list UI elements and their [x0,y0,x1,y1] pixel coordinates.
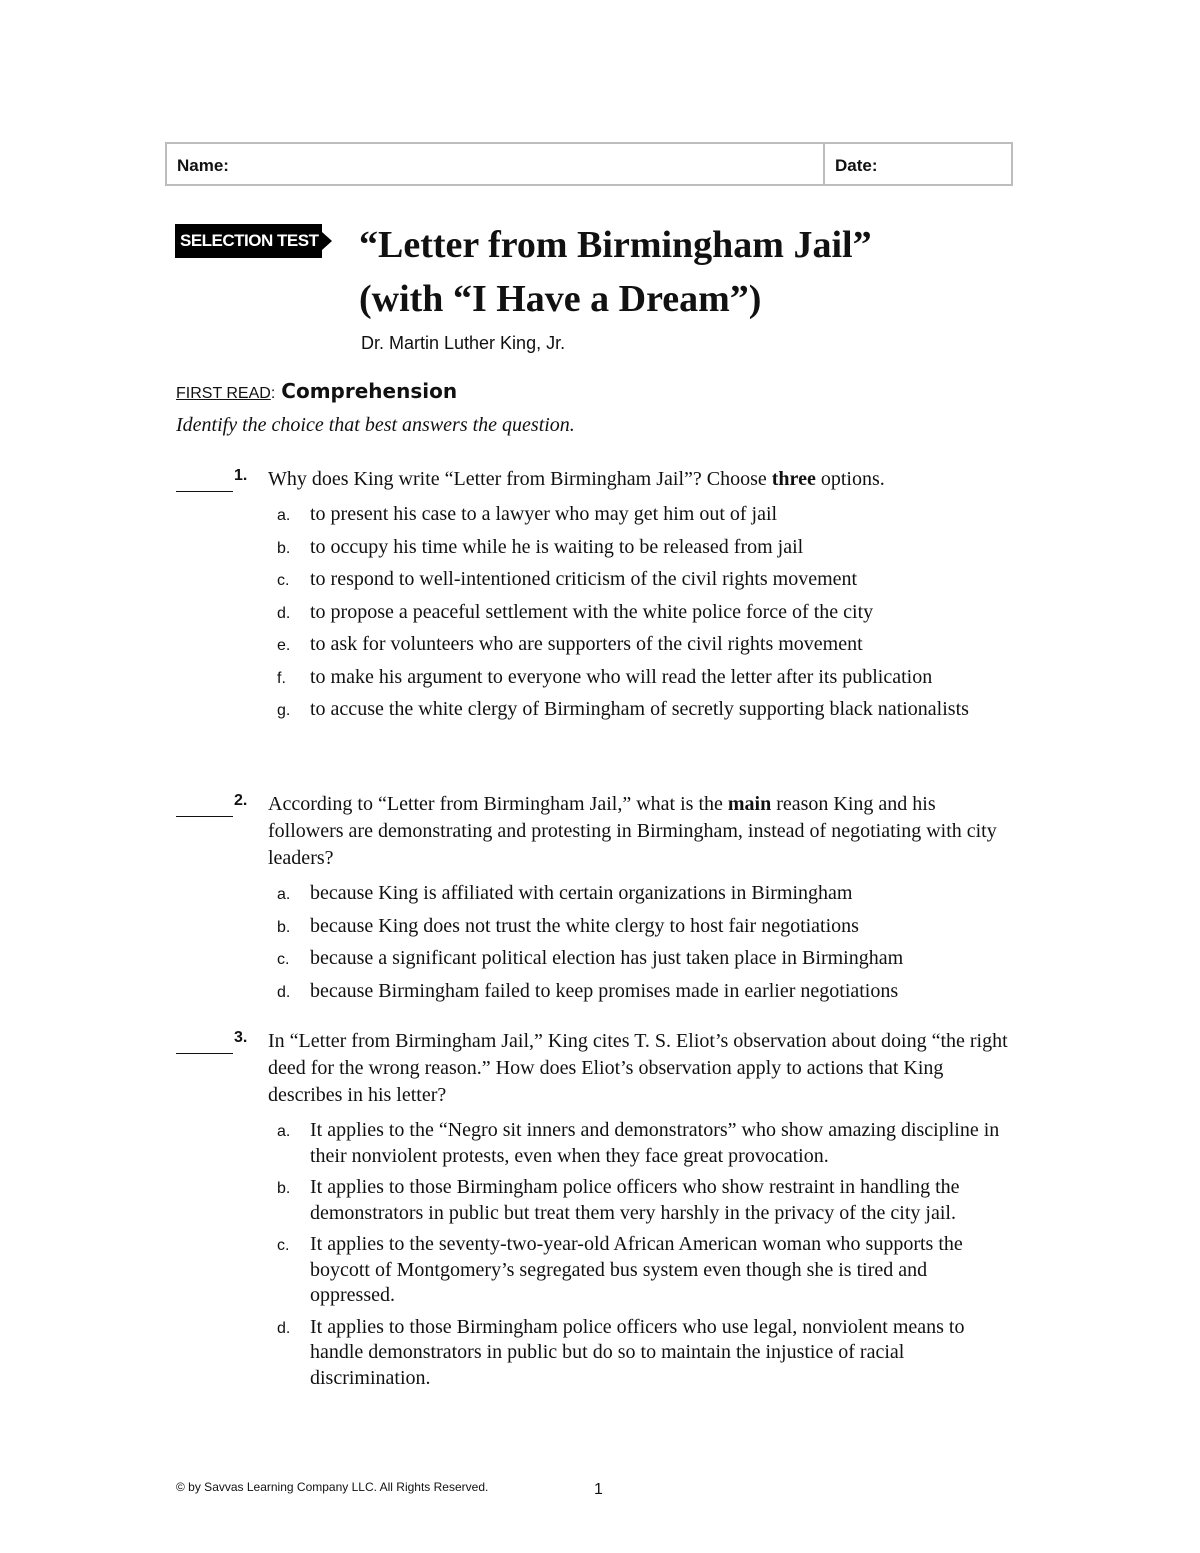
arrow-right-icon [322,232,332,250]
name-field[interactable] [167,144,825,184]
section-label: FIRST READ [176,385,271,402]
question-1 [176,466,1016,730]
date-field[interactable] [825,144,1011,184]
option-list [272,1118,1016,1391]
badge-label: SELECTION TEST [175,224,322,258]
option-text: It applies to those Birmingham police officers who show restraint in handling the demonstrators in public but treat them very harshly in the privacy of the city jail. [310,1176,960,1224]
option-letter: a. [277,886,291,903]
answer-blank[interactable] [176,798,233,817]
option-text: because King is affiliated with certain organizations in Birmingham [310,882,853,904]
question-text: Why does King write “Letter from Birmingham Jail”? Choose three options. [268,468,885,490]
option-text: because King does not trust the white clergy to host fair negotiations [310,914,859,937]
option-item[interactable] [272,697,1016,724]
title-line-1: “Letter from Birmingham Jail” [359,224,872,266]
option-list [272,881,1016,1005]
option-letter: b. [277,918,291,936]
option-letter: c. [277,1237,290,1254]
option-letter: c. [277,572,290,589]
option-text: It applies to those Birmingham police officers who use legal, nonviolent means to handle demonstrators in public but do so to maintain the injustice of racial discrimination. [310,1315,965,1389]
option-letter: d. [277,604,291,622]
option-letter: d. [277,983,291,1001]
answer-blank[interactable] [176,1035,233,1054]
option-item[interactable] [272,665,1016,692]
section-colon: : [270,385,276,402]
option-letter: b. [277,1180,291,1197]
section-heading [176,379,457,403]
option-text: to propose a peaceful settlement with the white police force of the city [310,600,874,623]
question-number: 3. [234,1029,248,1046]
option-letter: f. [277,669,286,687]
option-item[interactable] [272,567,1016,594]
section-title: Comprehension [281,379,458,403]
selection-test-badge [175,224,332,258]
option-item[interactable] [272,1232,1016,1309]
question-text: In “Letter from Birmingham Jail,” King cites T. S. Eliot’s observation about doing “the right deed for the wrong reason.” How does Eliot’s observation apply to actions that King describes in his letter? [268,1030,1008,1106]
author: Dr. Martin Luther King, Jr. [361,333,566,353]
page-number: 1 [594,1481,603,1498]
option-item[interactable] [272,502,1016,529]
option-letter: c. [277,951,290,968]
option-text: to make his argument to everyone who will read the letter after its publication [310,665,933,688]
option-text: to accuse the white clergy of Birmingham of secretly supporting black nationalists [310,698,969,720]
option-item[interactable] [272,632,1016,659]
option-item[interactable] [272,979,1016,1006]
option-letter: a. [277,507,291,524]
copyright-notice: © by Savvas Learning Company LLC. All Rights Reserved. [176,1480,489,1494]
instructions: Identify the choice that best answers the question. [176,414,575,436]
title-line-2: (with “I Have a Dream”) [359,278,762,320]
option-text: It applies to the “Negro sit inners and demonstrators” who show amazing discipline in their nonviolent protests, even when they face great provocation. [310,1119,1000,1167]
option-text: to respond to well-intentioned criticism of the civil rights movement [310,568,858,590]
question-2 [176,791,1016,1011]
document-title [359,218,872,326]
option-item[interactable] [272,881,1016,908]
option-letter: b. [277,539,291,557]
option-letter: d. [277,1319,291,1337]
option-item[interactable] [272,535,1016,562]
option-letter: a. [277,1123,291,1140]
option-item[interactable] [272,946,1016,973]
question-number: 2. [234,792,248,809]
option-text: It applies to the seventy-two-year-old African American woman who supports the boycott of Montgomery’s segregated bus system even though she is tired and oppressed. [310,1233,963,1306]
question-3 [176,1028,1016,1397]
date-label: Date: [835,156,878,175]
name-label: Name: [177,156,229,175]
option-text: to ask for volunteers who are supporters of the civil rights movement [310,633,863,655]
option-item[interactable] [272,1175,1016,1226]
question-text: According to “Letter from Birmingham Jail,” what is the main reason King and his followers are demonstrating and protesting in Birmingham, instead of negotiating with city leaders? [268,793,997,869]
option-item[interactable] [272,1118,1016,1169]
answer-blank[interactable] [176,473,233,492]
option-item[interactable] [272,1315,1016,1392]
option-text: because Birmingham failed to keep promises made in earlier negotiations [310,979,899,1002]
option-letter: g. [277,702,291,719]
option-text: because a significant political election has just taken place in Birmingham [310,947,904,969]
option-text: to present his case to a lawyer who may get him out of jail [310,503,778,525]
option-item[interactable] [272,914,1016,941]
option-item[interactable] [272,600,1016,627]
option-letter: e. [277,637,291,654]
question-number: 1. [234,467,248,484]
option-text: to occupy his time while he is waiting to be released from jail [310,535,804,558]
name-date-box [165,142,1013,186]
option-list [272,502,1016,724]
